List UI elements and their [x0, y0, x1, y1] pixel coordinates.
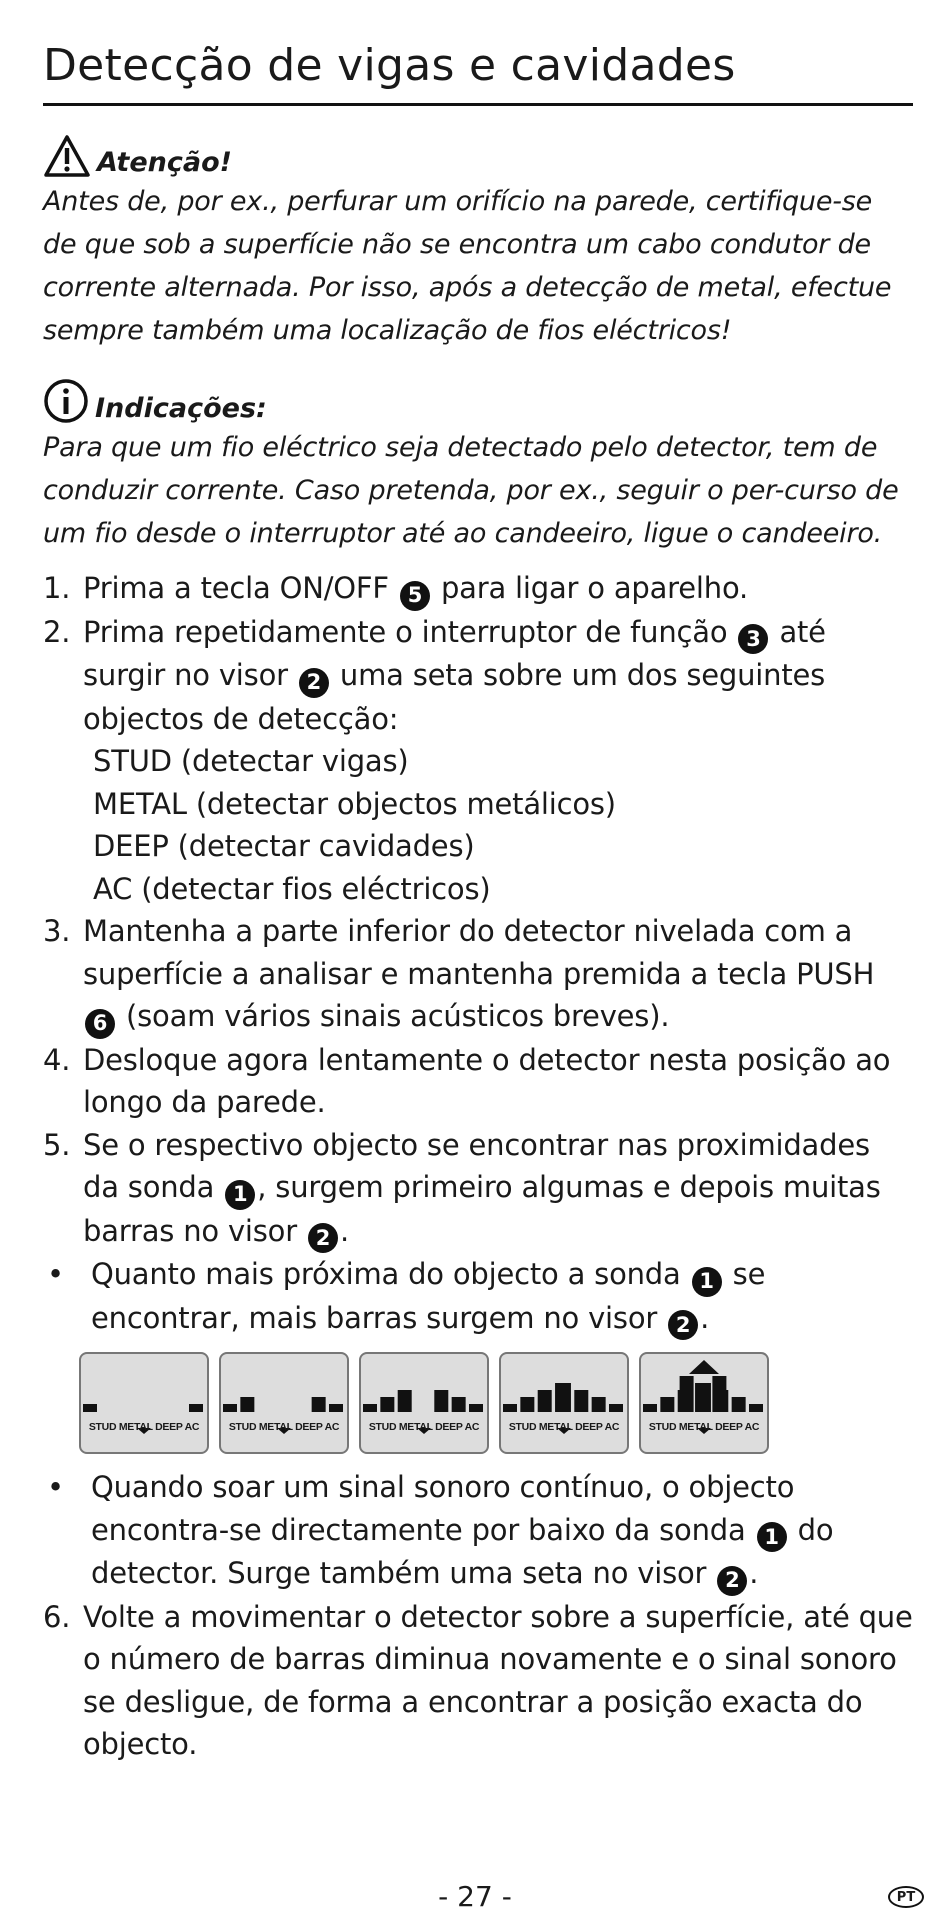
step-text: Se o respectivo objecto se encontrar nas proximidades da sonda	[83, 1127, 870, 1204]
step-number: 3.	[43, 914, 71, 948]
step-text: para ligar o aparelho.	[440, 571, 748, 605]
step-number: 4.	[43, 1042, 71, 1077]
info-icon	[43, 378, 89, 424]
mode-item: STUD (detectar vigas)	[93, 744, 409, 778]
bullet-text: do detector. Surge também uma seta no visor	[91, 1512, 834, 1590]
lcd-mode-label: STUD METAL DEEP AC	[88, 1420, 200, 1433]
circled-number-badge: 6	[85, 1009, 115, 1039]
circled-number-badge: 2	[308, 1223, 338, 1253]
bullet-text: se encontrar, mais barras surgem no visor	[91, 1257, 766, 1335]
step-text: Prima a tecla ON/OFF	[83, 571, 389, 605]
step-2	[43, 611, 913, 911]
page-number: - 27 -	[438, 1880, 512, 1913]
page-footer	[0, 1880, 950, 1920]
bullet-text: .	[700, 1300, 710, 1335]
warning-note	[43, 128, 913, 352]
mode-item: DEEP (detectar cavidades)	[93, 829, 475, 863]
step-number: 2.	[43, 614, 71, 649]
bullet-text: Quando soar um sinal sonoro contínuo, o objecto encontra-se directamente por baixo da sonda	[91, 1470, 795, 1547]
circled-number-badge: 1	[757, 1522, 787, 1552]
manual-page	[43, 40, 913, 1766]
page-title: Detecção de vigas e cavidades	[43, 40, 913, 106]
circled-number-badge: 2	[299, 668, 329, 698]
step-text: uma seta sobre um dos seguintes objectos de detecção:	[83, 658, 826, 736]
step-text: Mantenha a parte inferior do detector nivelada com a superfície a analisar e mantenha premida a tecla PUSH	[83, 914, 875, 991]
step-text: (soam vários sinais acústicos breves).	[126, 999, 670, 1033]
lcd-mode-label: STUD METAL DEEP AC	[648, 1420, 760, 1433]
step-text: , surgem primeiro algumas e depois muitas barras no visor	[83, 1170, 881, 1248]
circled-number-badge: 3	[738, 624, 768, 654]
warning-text: Antes de, por ex., perfurar um orifício na parede, certifique-se de que sob a superfície não se encontra um cabo condutor de corrente alternada. Por isso, após a detecção de metal, efectue sempre também uma localização de fios eléctricos!	[43, 186, 892, 346]
circled-number-badge: 2	[717, 1566, 747, 1596]
lcd-display-level-2	[219, 1352, 349, 1454]
display-illustrations	[79, 1352, 913, 1454]
circled-number-badge: 5	[400, 581, 430, 611]
lcd-center-arrow	[689, 1360, 719, 1374]
step-text: Desloque agora lentamente o detector nesta posição ao longo da parede.	[83, 1042, 891, 1119]
circled-number-badge: 1	[225, 1180, 255, 1210]
lcd-mode-label: STUD METAL DEEP AC	[228, 1420, 340, 1433]
warning-title: Atenção!	[97, 147, 232, 178]
bullet-symbol: •	[47, 1470, 64, 1504]
info-text: Para que um fio eléctrico seja detectado pelo detector, tem de conduzir corrente. Caso pretenda, por ex., seguir o per-curso de um fio desde o interruptor até ao candeeiro, ligue o candeeiro.	[43, 432, 899, 549]
step-number: 5.	[43, 1127, 71, 1162]
step-number: 6.	[43, 1599, 71, 1634]
lcd-display-level-4	[499, 1352, 629, 1454]
bullet-2	[43, 1466, 913, 1596]
bullet-1	[43, 1253, 913, 1340]
info-title: Indicações:	[95, 393, 267, 424]
step-text: .	[339, 1213, 350, 1248]
bullet-text: Quanto mais próxima do objecto a sonda	[91, 1257, 681, 1291]
instruction-steps	[43, 567, 913, 1766]
step-text: Prima repetidamente o interruptor de função	[83, 614, 728, 649]
lcd-mode-label: STUD METAL DEEP AC	[508, 1420, 620, 1433]
step-3	[43, 910, 913, 1039]
circled-number-badge: 1	[692, 1267, 722, 1297]
step-6	[43, 1596, 913, 1766]
lcd-mode-label: STUD METAL DEEP AC	[368, 1420, 480, 1433]
bullet-symbol: •	[47, 1257, 64, 1291]
warning-icon	[43, 134, 91, 178]
step-text: Volte a movimentar o detector sobre a superfície, até que o número de barras diminua novamente e o sinal sonoro se desligue, de forma a encontrar a posição exacta do objecto.	[83, 1599, 913, 1761]
bullet-text: .	[749, 1556, 759, 1590]
step-5	[43, 1124, 913, 1254]
lcd-display-level-3	[359, 1352, 489, 1454]
info-note	[43, 374, 913, 555]
step-4	[43, 1039, 913, 1124]
step-1	[43, 567, 913, 611]
step-number: 1.	[43, 571, 71, 605]
lcd-display-level-1	[79, 1352, 209, 1454]
language-badge: PT	[888, 1886, 924, 1908]
mode-item: METAL (detectar objectos metálicos)	[93, 786, 616, 821]
mode-item: AC (detectar fios eléctricos)	[93, 871, 491, 906]
lcd-display-level-5	[639, 1352, 769, 1454]
step-text: até surgir no visor	[83, 614, 826, 692]
circled-number-badge: 2	[668, 1310, 698, 1340]
